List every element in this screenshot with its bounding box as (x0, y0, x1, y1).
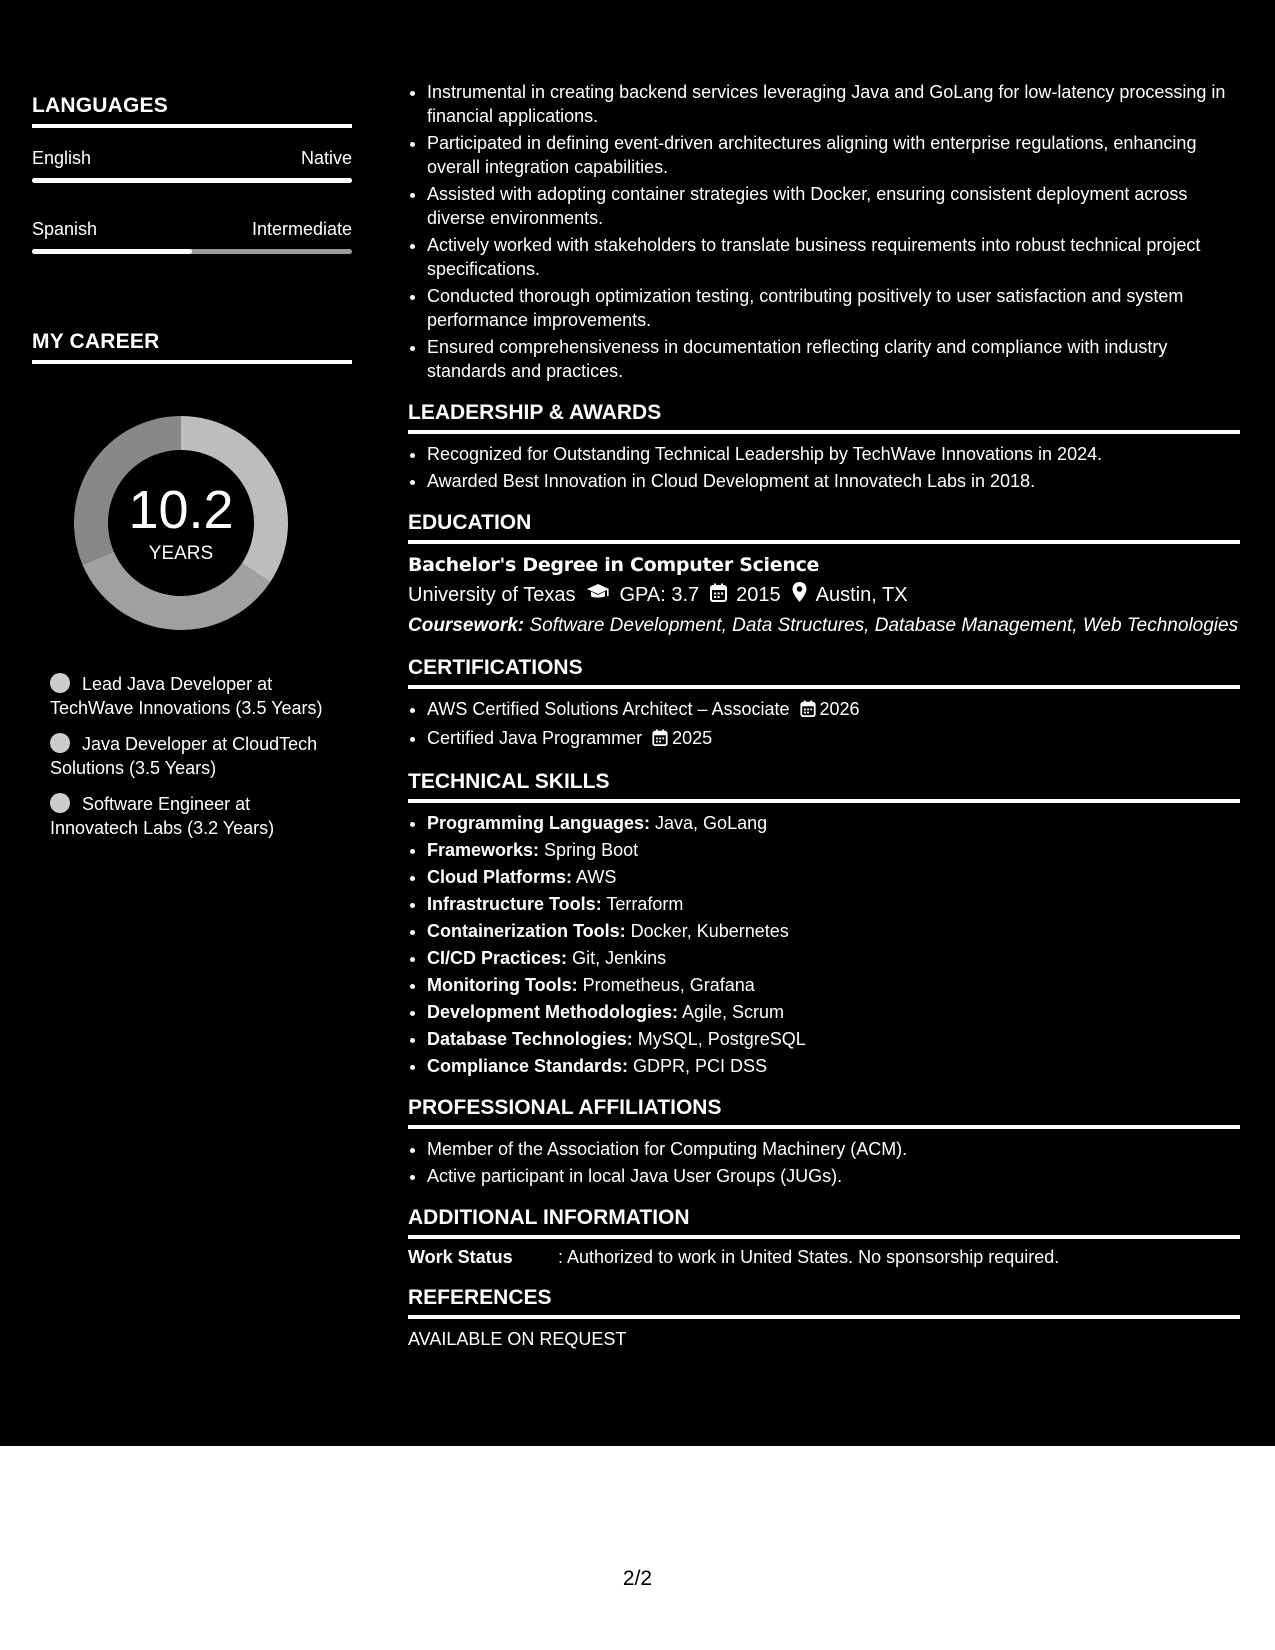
language-name: English (32, 148, 92, 168)
career-item (50, 732, 340, 780)
skill-value: Java, GoLang (650, 813, 768, 833)
career-item-label: Lead Java Developer at TechWave Innovations (3.5 Years) (50, 674, 323, 718)
language-proficiency-bar (32, 178, 352, 183)
location-pin-icon (792, 582, 807, 608)
skill-item (427, 865, 1240, 889)
skill-value: AWS (572, 867, 617, 887)
skill-value: Docker, Kubernetes (625, 921, 789, 941)
graduation-cap-icon (586, 583, 610, 607)
language-level: Intermediate (251, 219, 352, 239)
skill-value: Agile, Scrum (678, 1002, 785, 1022)
page-number: 2/2 (622, 1567, 653, 1590)
certification-name: AWS Certified Solutions Architect – Associate (427, 699, 790, 719)
skill-item (427, 1054, 1240, 1078)
skill-label: Development Methodologies: (427, 1002, 679, 1022)
career-item-label: Software Engineer at Innovatech Labs (3.2 Years) (50, 794, 275, 838)
additional-info-heading: ADDITIONAL INFORMATION (408, 1206, 1240, 1239)
work-status-label: Work Status (408, 1247, 513, 1267)
skill-label: Programming Languages: (427, 813, 651, 833)
skills-heading: TECHNICAL SKILLS (408, 770, 1240, 803)
skill-item (427, 838, 1240, 862)
language-level: Native (300, 148, 352, 168)
school-name: University of Texas (408, 583, 576, 606)
coursework-text: Software Development, Data Structures, Database Management, Web Technologies (524, 615, 1239, 636)
career-item (50, 672, 340, 720)
language-proficiency-fill (32, 249, 192, 254)
career-heading: MY CAREER (32, 330, 352, 364)
skill-item (427, 1027, 1240, 1051)
skill-value: GDPR, PCI DSS (628, 1056, 768, 1076)
skill-item (427, 919, 1240, 943)
references-section (408, 1286, 1240, 1350)
calendar-icon (652, 728, 668, 752)
language-proficiency-bar (32, 249, 352, 254)
skill-value: Prometheus, Grafana (577, 975, 755, 995)
skill-item (427, 973, 1240, 997)
graduation-year: 2015 (736, 583, 781, 606)
career-years-unit: YEARS (148, 543, 214, 564)
education-heading: EDUCATION (408, 511, 1240, 544)
skill-item (427, 892, 1240, 916)
skill-item (427, 946, 1240, 970)
list-item: • Ensured comprehensiveness in documentation reflecting clarity and compliance with industry standards and practices. (427, 335, 1240, 383)
leadership-section (408, 401, 1240, 493)
language-spanish (32, 219, 352, 254)
skills-section (408, 770, 1240, 1078)
main-content (408, 80, 1240, 1350)
career-total-years: 10.2 (128, 480, 234, 540)
list-item: • Assisted with adopting container strategies with Docker, ensuring consistent deployment across diverse environments. (427, 182, 1240, 230)
degree-title: Bachelor's Degree in Computer Science (408, 554, 820, 576)
list-item: • Participated in defining event-driven architectures aligning with enterprise regulations, enhancing overall integration capabilities. (427, 131, 1240, 179)
calendar-icon (800, 699, 816, 723)
skill-value: MySQL, PostgreSQL (632, 1029, 806, 1049)
skill-label: Infrastructure Tools: (427, 894, 602, 914)
language-english (32, 148, 352, 183)
language-name: Spanish (32, 219, 98, 239)
skill-label: Frameworks: (427, 840, 540, 860)
coursework (408, 614, 1240, 638)
references-heading: REFERENCES (408, 1286, 1240, 1319)
certification-year: 2026 (819, 699, 860, 719)
list-item: • Active participant in local Java User Groups (JUGs). (427, 1164, 1240, 1188)
certification-item (427, 726, 1240, 752)
list-item: • Actively worked with stakeholders to translate business requirements into robust technical project specifications. (427, 233, 1240, 281)
skill-label: CI/CD Practices: (427, 948, 568, 968)
skill-label: Monitoring Tools: (427, 975, 578, 995)
bullet-dot-icon (50, 793, 70, 813)
affiliations-section (408, 1096, 1240, 1188)
experience-bullets (408, 80, 1240, 383)
skill-label: Cloud Platforms: (427, 867, 573, 887)
language-proficiency-fill (32, 178, 352, 183)
skill-label: Compliance Standards: (427, 1056, 629, 1076)
sidebar (32, 94, 352, 852)
skill-value: Terraform (601, 894, 684, 914)
career-donut-chart (66, 408, 296, 638)
certification-item (427, 697, 1240, 723)
education-section (408, 511, 1240, 638)
list-item: • Recognized for Outstanding Technical Leadership by TechWave Innovations in 2024. (427, 442, 1240, 466)
affiliations-heading: PROFESSIONAL AFFILIATIONS (408, 1096, 1240, 1129)
skill-label: Database Technologies: (427, 1029, 633, 1049)
skill-value: Git, Jenkins (567, 948, 667, 968)
work-status-value: : Authorized to work in United States. No sponsorship required. (558, 1247, 1060, 1267)
career-item-label: Java Developer at CloudTech Solutions (3.5 Years) (50, 734, 318, 778)
skills-list (408, 811, 1240, 1078)
school-location: Austin, TX (815, 583, 908, 606)
certifications-heading: CERTIFICATIONS (408, 656, 1240, 689)
skill-item (427, 1000, 1240, 1024)
skill-item (427, 811, 1240, 835)
career-item (50, 792, 340, 840)
list-item: • Conducted thorough optimization testing, contributing positively to user satisfaction and system performance improvements. (427, 284, 1240, 332)
references-text: AVAILABLE ON REQUEST (408, 1329, 627, 1349)
additional-info-section (408, 1206, 1240, 1268)
certifications-section (408, 656, 1240, 752)
bullet-dot-icon (50, 733, 70, 753)
languages-heading: LANGUAGES (32, 94, 352, 128)
certification-year: 2025 (672, 728, 713, 748)
gpa-value: GPA: 3.7 (619, 583, 700, 606)
calendar-icon (710, 583, 727, 608)
skill-value: Spring Boot (539, 840, 639, 860)
bullet-dot-icon (50, 673, 70, 693)
list-item: • Instrumental in creating backend services leveraging Java and GoLang for low-latency processing in financial applications. (427, 80, 1240, 128)
leadership-heading: LEADERSHIP & AWARDS (408, 401, 1240, 434)
list-item: • Awarded Best Innovation in Cloud Development at Innovatech Labs in 2018. (427, 469, 1240, 493)
list-item: • Member of the Association for Computing Machinery (ACM). (427, 1137, 1240, 1161)
education-meta (408, 582, 1240, 608)
skill-label: Containerization Tools: (427, 921, 626, 941)
coursework-label: Coursework: (408, 615, 525, 636)
certification-name: Certified Java Programmer (427, 728, 643, 748)
career-list (50, 672, 340, 840)
